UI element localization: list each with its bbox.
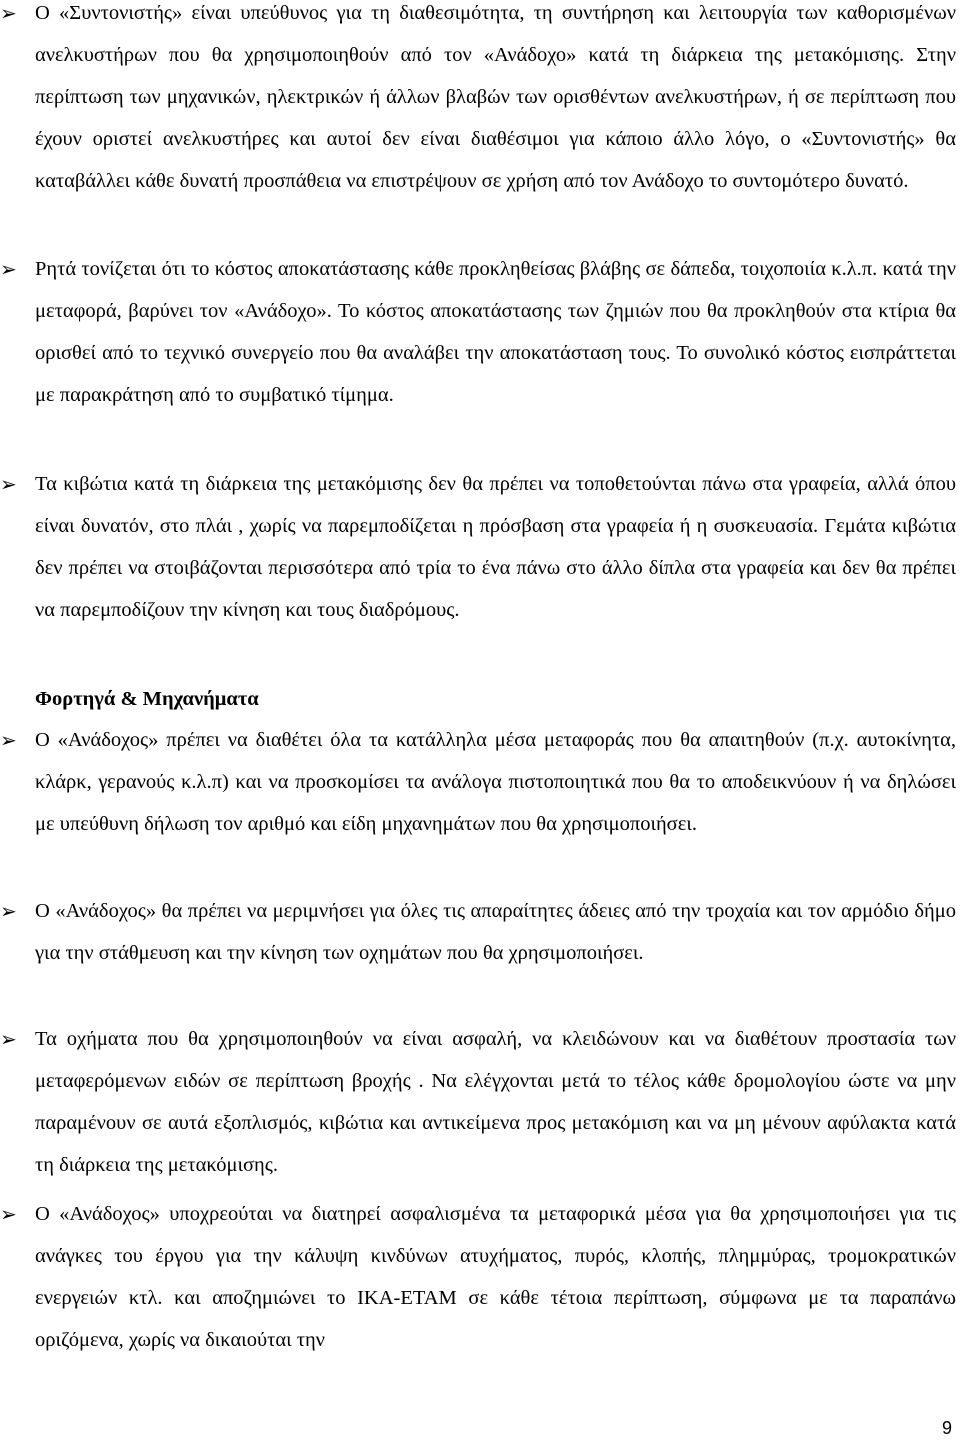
bullet-arrow-icon: ➢ [0,1027,17,1051]
page-number: 9 [941,1418,952,1438]
bullet-arrow-icon: ➢ [0,728,17,752]
bullet-arrow-icon: ➢ [0,472,17,496]
list-item: Τα κιβώτια κατά τη διάρκεια της μετακόμισης δεν θα πρέπει να τοποθετούνται πάνω στα γραφεία, αλλά όπου είναι δυνατόν, στο πλάι , χωρίς να παρεμποδίζεται η πρόσβαση στα γραφεία ή η συσκευασία. Γεμάτα κιβώτια δεν πρέπει να στοιβάζονται περισσότερα από τρία το ένα πάνω στο άλλο δίπλα στα γραφεία και δεν θα πρέπει να παρεμποδίζουν την κίνηση και τους διαδρόμους. [35,473,956,621]
bullet-arrow-icon: ➢ [0,899,17,923]
section-heading: Φορτηγά & Μηχανήματα [35,688,259,710]
bullet-arrow-icon: ➢ [0,257,17,281]
list-item: Ο «Ανάδοχος» πρέπει να διαθέτει όλα τα κατάλληλα μέσα μεταφοράς που θα απαιτηθούν (π.χ. αυτοκίνητα, κλάρκ, γερανούς κ.λ.π) και να προσκομίσει τα ανάλογα πιστοποιητικά που θα το αποδεικνύουν ή να δηλώσει με υπεύθυνη δήλωση τον αριθμό και είδη μηχανημάτων που θα χρησιμοποιήσει. [35,729,956,835]
bullet-arrow-icon: ➢ [0,1,17,25]
list-item: Ο «Ανάδοχος» θα πρέπει να μεριμνήσει για όλες τις απαραίτητες άδειες από την τροχαία και τον αρμόδιο δήμο για την στάθμευση και την κίνηση των οχημάτων που θα χρησιμοποιήσει. [35,900,956,964]
list-item: Ο «Ανάδοχος» υποχρεούται να διατηρεί ασφαλισμένα τα μεταφορικά μέσα για θα χρησιμοποιήσει για τις ανάγκες του έργου για την κάλυψη κινδύνων ατυχήματος, πυρός, κλοπής, πλημμύρας, τρομοκρατικών ενεργειών κτλ. και αποζημιώνει το ΙΚΑ-ΕΤΑΜ σε κάθε τέτοια περίπτωση, σύμφωνα με τα παραπάνω οριζόμενα, χωρίς να δικαιούται την [35,1203,956,1351]
bullet-arrow-icon: ➢ [0,1202,17,1226]
list-item: Ο «Συντονιστής» είναι υπεύθυνος για τη διαθεσιμότητα, τη συντήρηση και λειτουργία των καθορισμένων ανελκυστήρων που θα χρησιμοποιηθούν από τον «Ανάδοχο» κατά τη διάρκεια της μετακόμισης. Στην περίπτωση των μηχανικών, ηλεκτρικών ή άλλων βλαβών των ορισθέντων ανελκυστήρων, ή σε περίπτωση που έχουν οριστεί ανελκυστήρες και αυτοί δεν είναι διαθέσιμοι για κάποιο άλλο λόγο, ο «Συντονιστής» θα καταβάλλει κάθε δυνατή προσπάθεια να επιστρέψουν σε χρήση από τον Ανάδοχο το συντομότερο δυνατό. [35,2,956,192]
list-item: Τα οχήματα που θα χρησιμοποιηθούν να είναι ασφαλή, να κλειδώνουν και να διαθέτουν προστασία των μεταφερόμενων ειδών σε περίπτωση βροχής . Να ελέγχονται μετά το τέλος κάθε δρομολογίου ώστε να μην παραμένουν σε αυτά εξοπλισμός, κιβώτια και αντικείμενα προς μετακόμιση και να μη μένουν αφύλακτα κατά τη διάρκεια της μετακόμισης. [35,1028,956,1176]
list-item: Ρητά τονίζεται ότι το κόστος αποκατάστασης κάθε προκληθείσας βλάβης σε δάπεδα, τοιχοποιία κ.λ.π. κατά την μεταφορά, βαρύνει τον «Ανάδοχο». Το κόστος αποκατάστασης των ζημιών που θα προκληθούν στα κτίρια θα ορισθεί από το τεχνικό συνεργείο που θα αναλάβει την αποκατάσταση τους. Το συνολικό κόστος εισπράττεται με παρακράτηση από το συμβατικό τίμημα. [35,258,956,406]
